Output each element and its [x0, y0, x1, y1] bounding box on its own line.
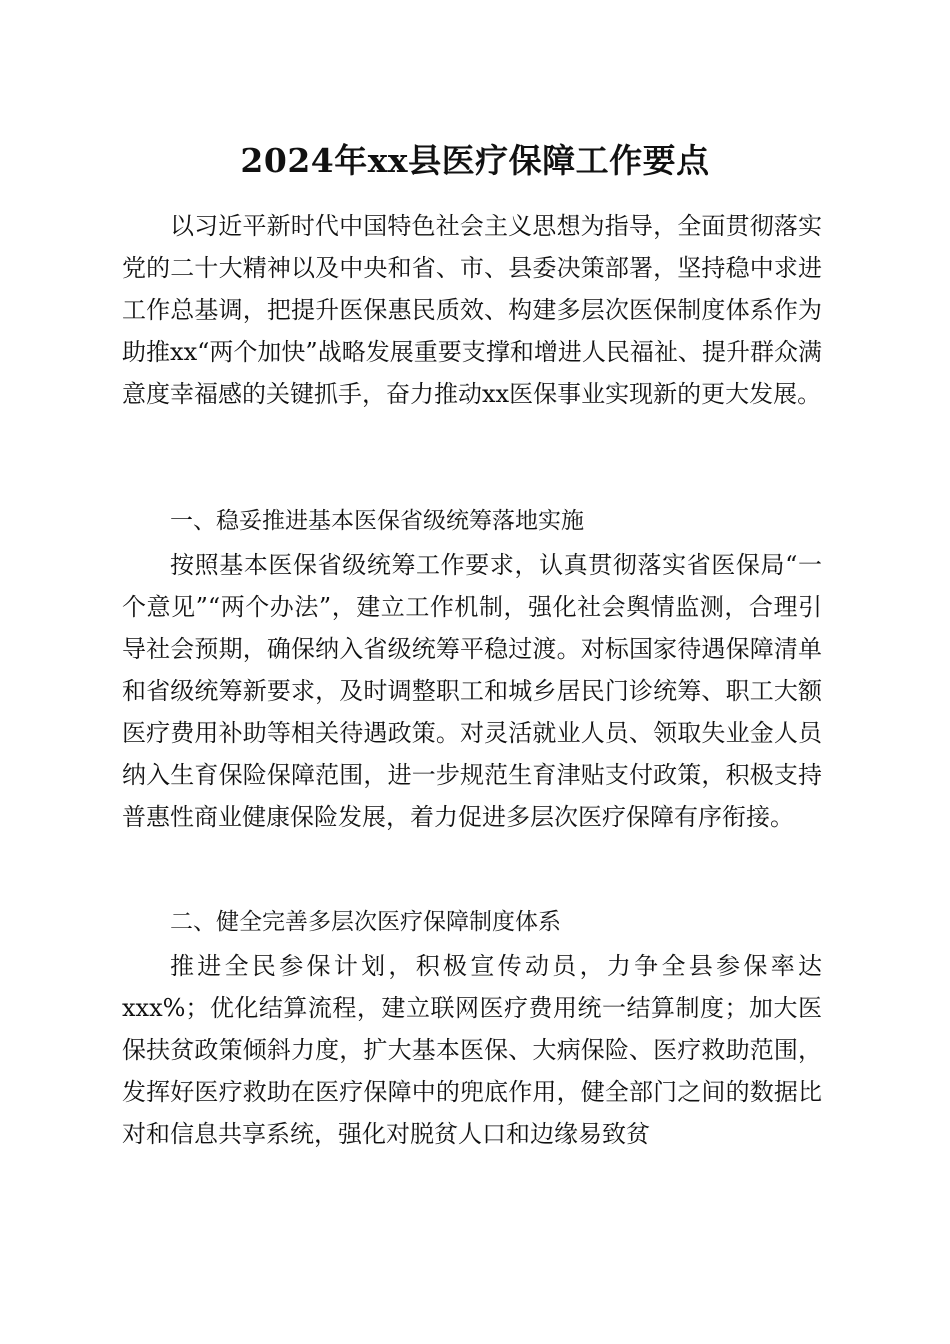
page-title: 2024年xx县医疗保障工作要点 — [240, 141, 710, 180]
section-paragraph-2: 推进全民参保计划，积极宣传动员，力争全县参保率达xxx%；优化结算流程，建立联网医疗费用统一结算制度；加大医保扶贫政策倾斜力度，扩大基本医保、大病保险、医疗救助范围，发挥好医疗救助在医疗保障中的兜底作用，健全部门之间的数据比对和信息共享系统，强化对脱贫人口和边缘易致贫 — [122, 952, 822, 1148]
section-heading-2: 二、健全完善多层次医疗保障制度体系 — [170, 909, 561, 935]
section-heading-1: 一、稳妥推进基本医保省级统筹落地实施 — [170, 508, 584, 534]
intro-paragraph: 以习近平新时代中国特色社会主义思想为指导，全面贯彻落实党的二十大精神以及中央和省、市、县委决策部署，坚持稳中求进工作总基调，把提升医保惠民质效、构建多层次医保制度体系作为助推xx“两个加快”战略发展重要支撑和增进人民福祉、提升群众满意度幸福感的关键抓手，奋力推动xx医保事业实现新的更大发展。 — [122, 212, 822, 408]
section-paragraph-1: 按照基本医保省级统筹工作要求，认真贯彻落实省医保局“一个意见”“两个办法”，建立工作机制，强化社会舆情监测，合理引导社会预期，确保纳入省级统筹平稳过渡。对标国家待遇保障清单和省级统筹新要求，及时调整职工和城乡居民门诊统筹、职工大额医疗费用补助等相关待遇政策。对灵活就业人员、领取失业金人员纳入生育保险保障范围，进一步规范生育津贴支付政策，积极支持普惠性商业健康保险发展，着力促进多层次医疗保障有序衔接。 — [122, 551, 822, 831]
